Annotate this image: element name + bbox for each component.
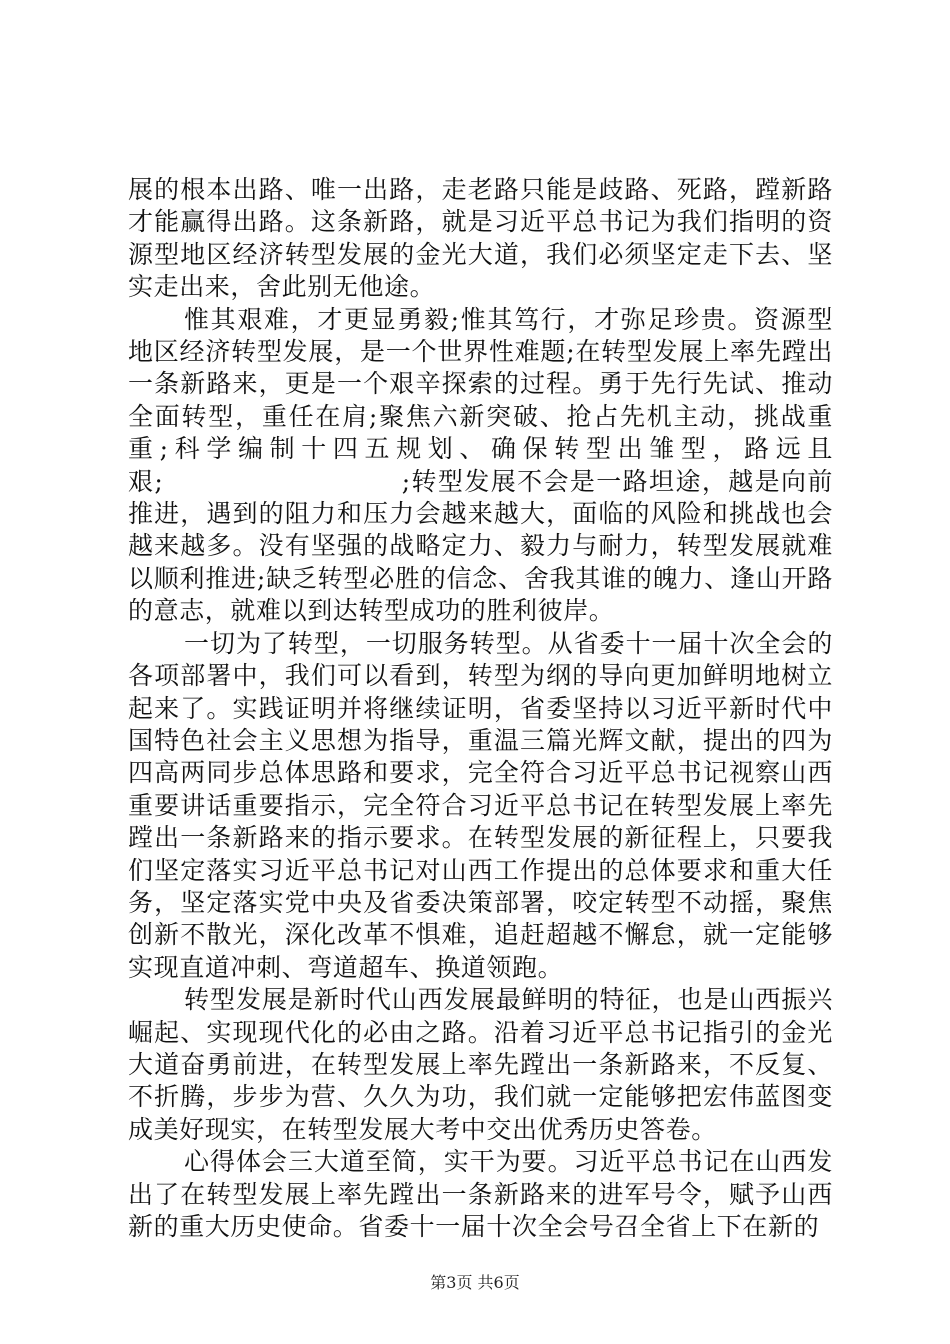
paragraph: 转型发展是新时代山西发展最鲜明的特征，也是山西振兴崛起、实现现代化的必由之路。沿着习近平总书记指引的金光大道奋勇前进，在转型发展上率先蹚出一条新路来，不反复、不折腾，步步为营、久久为功，我们就一定能够把宏伟蓝图变成美好现实，在转型发展大考中交出优秀历史答卷。 — [128, 985, 833, 1144]
paragraph: 一切为了转型，一切服务转型。从省委十一届十次全会的各项部署中，我们可以看到，转型为纲的导向更加鲜明地树立起来了。实践证明并将继续证明，省委坚持以习近平新时代中国特色社会主义思想为指导，重温三篇光辉文献，提出的四为四高两同步总体思路和要求，完全符合习近平总书记视察山西重要讲话重要指示，完全符合习近平总书记在转型发展上率先蹚出一条新路来的指示要求。在转型发展的新征程上，只要我们坚定落实习近平总书记对山西工作提出的总体要求和重大任务，坚定落实党中央及省委决策部署，咬定转型不动摇，聚焦创新不散光，深化改革不惧难，追赶超越不懈怠，就一定能够实现直道冲刺、弯道超车、换道领跑。 — [128, 628, 833, 982]
paragraph: 展的根本出路、唯一出路，走老路只能是歧路、死路，蹚新路才能赢得出路。这条新路，就是习近平总书记为我们指明的资源型地区经济转型发展的金光大道，我们必须坚定走下去、坚实走出来，舍此别无他途。 — [128, 175, 833, 302]
document-body — [128, 174, 833, 1243]
page-number: 第3页 共6页 — [430, 1273, 520, 1292]
paragraph: 心得体会三大道至简，实干为要。习近平总书记在山西发出了在转型发展上率先蹚出一条新路来的进军号令，赋予山西新的重大历史使命。省委十一届十次全会号召全省上下在新的 — [128, 1147, 833, 1241]
paragraph: 惟其艰难，才更显勇毅;惟其笃行，才弥足珍贵。资源型地区经济转型发展，是一个世界性难题;在转型发展上率先蹚出一条新路来，更是一个艰辛探索的过程。勇于先行先试、推动全面转型，重任在肩;聚焦六新突破、抢占先机主动，挑战重重;科学编制十四五规划、确保转型出雏型，路远且艰; ;转型发展不会是一路坦途，越是向前推进，遇到的阻力和压力会越来越大，面临的风险和挑战也会越来越多。没有坚强的战略定力、毅力与耐力，转型发展就难以顺利推进;缺乏转型必胜的信念、舍我其谁的魄力、逢山开路的意志，就难以到达转型成功的胜利彼岸。 — [128, 304, 833, 626]
